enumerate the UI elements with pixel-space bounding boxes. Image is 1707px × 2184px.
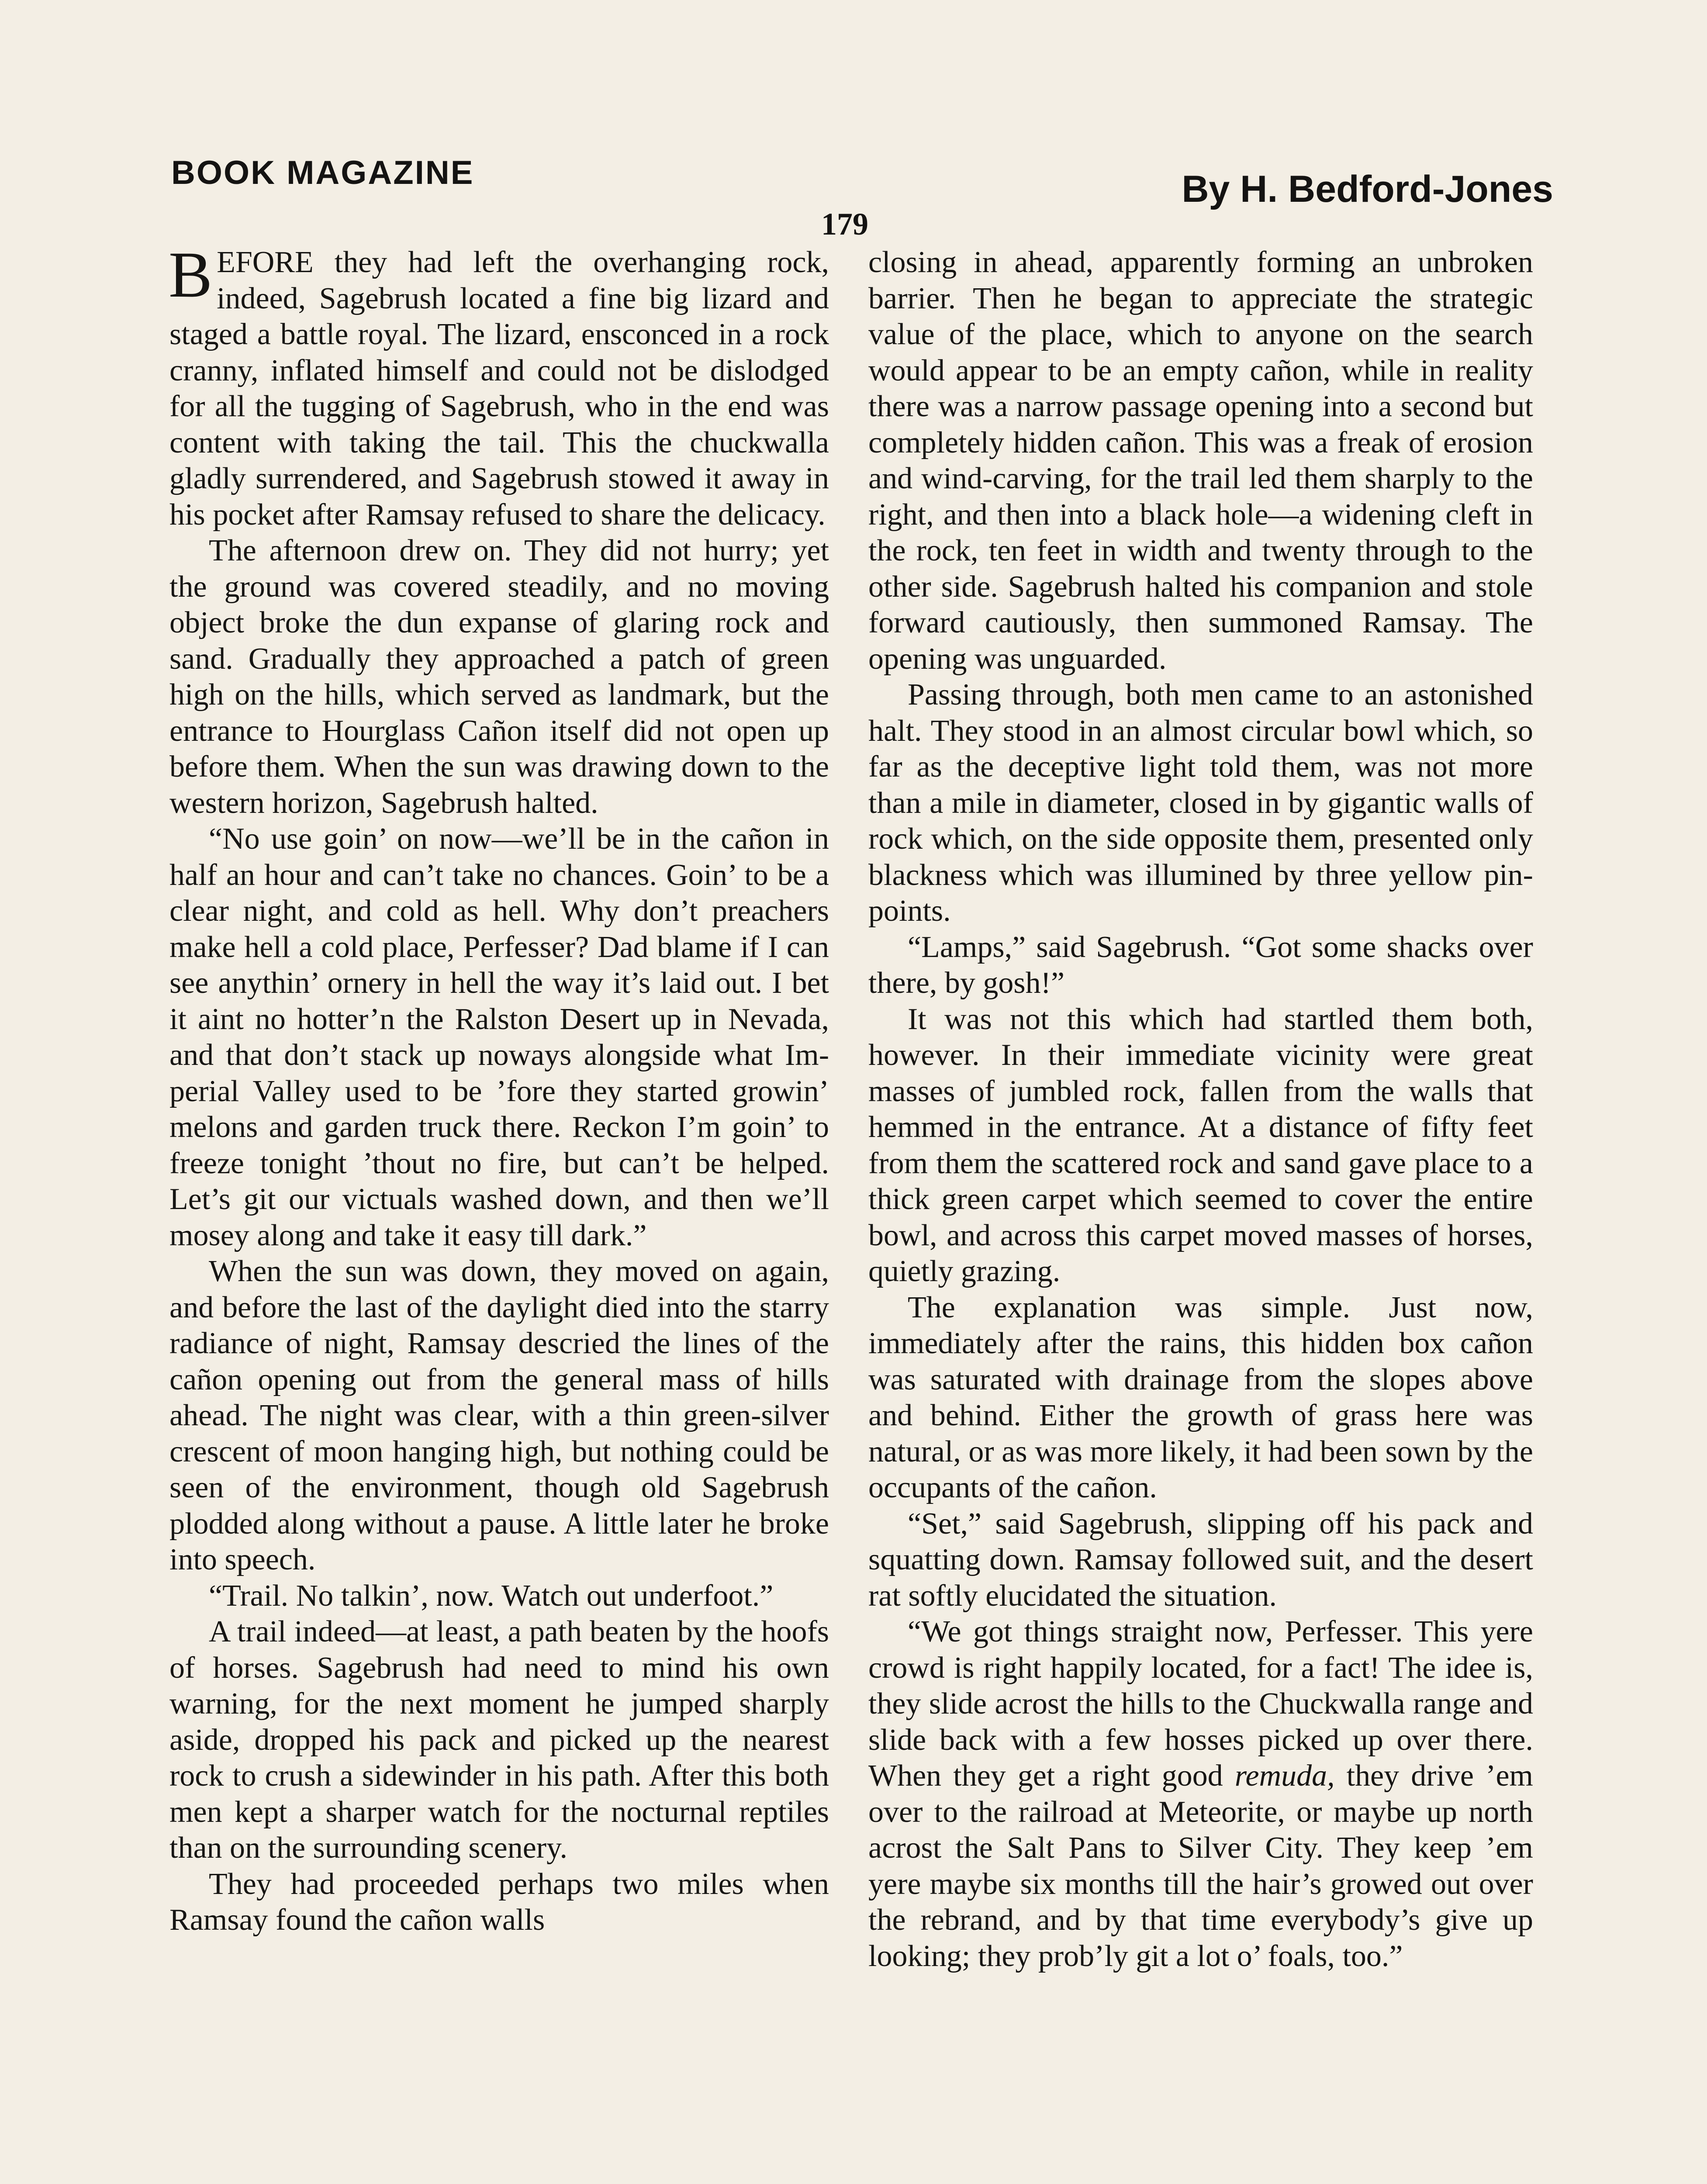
paragraph: They had proceeded perhaps two miles when Ramsay found the cañon walls <box>169 1867 829 1937</box>
left-column <box>169 238 829 1939</box>
paragraph <box>868 1614 1533 1974</box>
publication-name: BOOK MAGAZINE <box>171 154 474 191</box>
paragraph-text: they drive ’em over to the railroad at Meteorite, or maybe up north acrost the Salt Pans to Silver City. They keep ’em yere maybe six months till the hair’s growed out over the rebrand, and by that time everybody’s give up looking; they prob’ly git a lot o’ foals, too.” <box>868 1759 1533 1973</box>
paragraph-text: “We got things straight now, Perfesser. This yere crowd is right happily located, for a fact! The idee is, they slide acrost the hills to the Chuckwalla range and slide back with a few hosses picked up over there. When they get a right good <box>868 1615 1533 1793</box>
opening-word: EFORE <box>217 245 314 279</box>
paragraph: “Trail. No talkin’, now. Watch out underfoot.” <box>209 1579 774 1613</box>
italic-term: remuda, <box>1234 1759 1335 1793</box>
right-column <box>868 245 1533 1974</box>
paragraph: The explanation was simple. Just now, immediately after the rains, this hidden box cañon was saturated with drainage from the slopes above and behind. Either the growth of grass here was natural, or as was more likely, it had been sown by the occupants of the cañon. <box>868 1290 1533 1504</box>
paragraph-text: they had left the overhanging rock, indeed, Sagebrush located a fine big lizard and staged a battle royal. The lizard, ensconced in a rock cranny, inflated himself and could not be dislodged for all the tugging of Sagebrush, who in the end was content with taking the tail. This the chuckwalla gladly surrendered, and Sagebrush stowed it away in his pocket after Ramsay refused to share the delicacy. <box>169 245 829 532</box>
paragraph: It was not this which had startled them both, however. In their immediate vicinity were great masses of jumbled rock, fallen from the walls that hemmed in the entrance. At a distance of fifty feet from them the scattered rock and sand gave place to a thick green carpet which seemed to cover the entire bowl, and across this carpet moved masses of horses, quietly grazing. <box>868 1002 1533 1288</box>
paragraph: “No use goin’ on now—we’ll be in the cañon in half an hour and can’t take no chances. Goin’ to be a clear night, and cold as hell. Why don’t preachers make hell a cold place, Perfesser? Dad blame if I can see anythin’ ornery in hell the way it’s laid out. I bet it aint no hotter’n the Ralston Desert up in Nevada, and that don’t stack up noways alongside what Imperial Valley used to be ’fore they started growin’ melons and garden truck there. Reckon I’m goin’ to freeze tonight ’thout no fire, but can’t be helped. Let’s git our victuals washed down, and then we’ll mosey along and take it easy till dark.” <box>169 822 829 1252</box>
paragraph: When the sun was down, they moved on again, and before the last of the daylight died into the starry radiance of night, Ramsay descried the lines of the cañon opening out from the general mass of hills ahead. The night was clear, with a thin green-silver crescent of moon hanging high, but nothing could be seen of the environment, though old Sagebrush plodded along without a pause. A little later he broke into speech. <box>169 1254 829 1576</box>
paragraph: “Set,” said Sagebrush, slipping off his pack and squatting down. Ramsay followed suit, and the desert rat softly elucidated the situation. <box>868 1507 1533 1613</box>
drop-cap: B <box>169 238 213 311</box>
paragraph <box>169 238 829 533</box>
page-number: 179 <box>821 207 868 242</box>
author-byline: By H. Bedford-Jones <box>1182 168 1553 210</box>
paragraph: The afternoon drew on. They did not hurry; yet the ground was covered steadily, and no moving object broke the dun expanse of glaring rock and sand. Gradually they approached a patch of green high on the hills, which served as landmark, but the entrance to Hourglass Cañon itself did not open up before them. When the sun was drawing down to the western horizon, Sagebrush halted. <box>169 534 829 820</box>
paragraph: “Lamps,” said Sagebrush. “Got some shacks over there, by gosh!” <box>868 930 1533 1000</box>
paragraph: closing in ahead, apparently forming an unbroken barrier. Then he began to appreciate the strategic value of the place, which to anyone on the search would appear to be an empty cañon, while in reality there was a narrow passage opening into a second but completely hidden cañon. This was a freak of erosion and wind-carving, for the trail led them sharply to the right, and then into a black hole—a widening cleft in the rock, ten feet in width and twenty through to the other side. Sagebrush halted his companion and stole forward cautiously, then summoned Ramsay. The opening was unguarded. <box>868 245 1533 676</box>
paragraph: Passing through, both men came to an astonished halt. They stood in an almost circular bowl which, so far as the deceptive light told them, was not more than a mile in diameter, closed in by gigantic walls of rock which, on the side opposite them, presented only blackness which was illumined by three yellow pin-points. <box>868 678 1533 928</box>
paragraph: A trail indeed—at least, a path beaten by the hoofs of horses. Sagebrush had need to mind his own warning, for the next moment he jumped sharply aside, dropped his pack and picked up the nearest rock to crush a sidewinder in his path. After this both men kept a sharper watch for the nocturnal reptiles than on the surrounding scenery. <box>169 1615 829 1865</box>
